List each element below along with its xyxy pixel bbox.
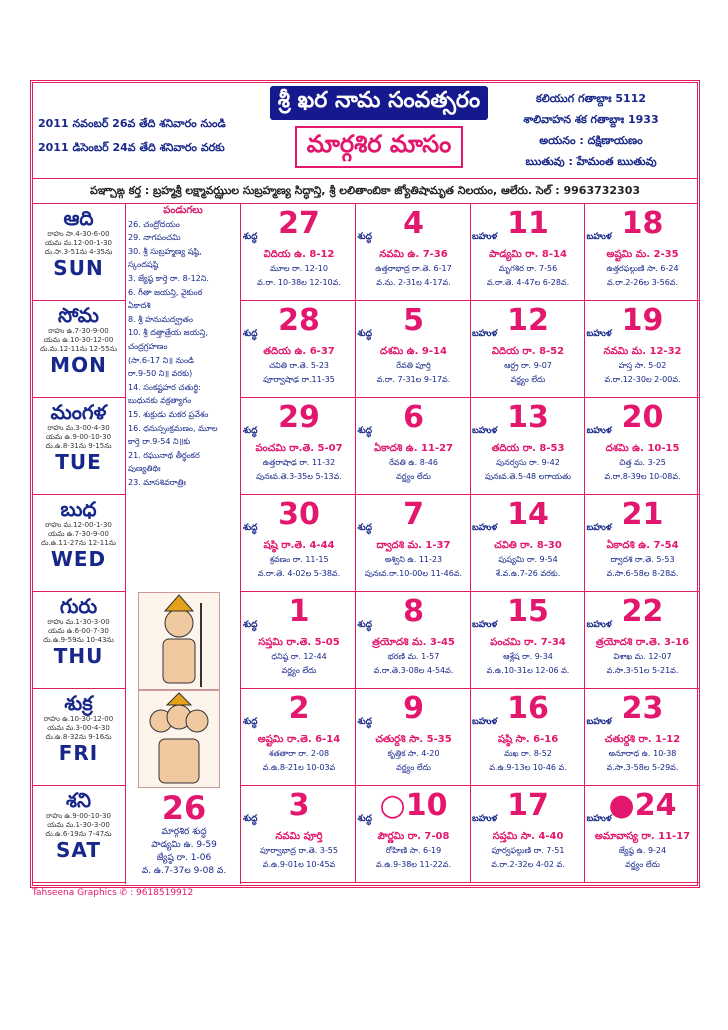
nakshatra: విశాఖ మ. 12-07	[613, 652, 672, 661]
rahu-kalam: రాహు మ.1-30-3-00	[47, 618, 110, 626]
date-number: 2	[288, 691, 310, 726]
varjyam: వర్జ్యం లేదు	[396, 472, 431, 481]
date-number: 18	[621, 206, 664, 241]
tithi: అష్టమి రా.తె. 6-14	[257, 734, 341, 745]
deity-icon	[139, 593, 219, 689]
durmuhurtham: దు.ఉ.8-31ను 9-15ను	[45, 442, 112, 450]
varjyam: పూర్వాషాఢ రా.11-35	[263, 375, 335, 384]
varjyam: వ.ఉ.9-38ల 11-22వ.	[375, 860, 451, 869]
varjyam: వ.రా.12-30ల 2-00వ.	[604, 375, 681, 384]
tithi: చతుర్దశి సా. 5-35	[375, 734, 452, 745]
date-number: 21	[621, 497, 664, 532]
yama-gandam: యమ మ.3-00-4-30	[47, 724, 110, 732]
month-phase: మార్గశిర శుద్ధ	[161, 827, 207, 837]
date-cell	[585, 592, 700, 689]
nakshatra: భరణి మ. 1-57	[387, 652, 440, 661]
date-number: 17	[507, 788, 549, 823]
date-cell	[585, 398, 700, 495]
date-number: 4	[403, 206, 424, 241]
paksha-tag: బహుళ	[586, 814, 612, 824]
tithi: ద్వాదశి మ. 1-37	[376, 540, 451, 551]
varjyam: వ.రా.2-32ల 4-02 వ.	[491, 860, 565, 869]
weekday-english: WED	[50, 547, 107, 571]
month-title: మార్గశిర మాసం	[295, 126, 463, 168]
paksha-tag: శుద్ధ	[243, 232, 258, 242]
paksha-tag: బహుళ	[472, 232, 498, 242]
date-cell	[470, 689, 585, 786]
festival-item: (సా.6-17 ని॥ నుండి	[128, 355, 194, 365]
nakshatra: ఉత్తరాషాఢ రా. 11-32	[262, 458, 336, 467]
date-cell	[470, 301, 585, 398]
tithi: దశమి ఉ. 10-15	[605, 443, 680, 454]
tithi: తదియ ఉ. 6-37	[263, 346, 335, 357]
festival-item: బుధునకు వక్రత్యాగం	[128, 396, 192, 406]
festival-item: చంద్రగ్రహణం	[128, 341, 168, 351]
paksha-tag: శుద్ధ	[243, 329, 258, 339]
nakshatra: ఆశ్లేష రా. 9-34	[503, 652, 553, 661]
yama-gandam: యమ ఉ.10-30-12-00	[43, 336, 114, 344]
date-number: 8	[403, 594, 424, 629]
tithi: చతుర్దశి రా. 1-12	[604, 734, 681, 745]
date-number: 5	[403, 303, 424, 338]
date-cell	[356, 398, 471, 495]
date-number: 19	[621, 303, 664, 338]
paksha-tag: శుద్ధ	[357, 717, 372, 727]
kali-yuga: కలియుగ గతాబ్దాః 5112	[535, 92, 647, 105]
date-number: ●24	[608, 788, 677, 823]
date-cell	[585, 204, 700, 301]
tithi: దశమి ఉ. 9-14	[380, 346, 447, 357]
nakshatra: మృగశిర రా. 7-56	[498, 264, 558, 273]
paksha-tag: బహుళ	[472, 717, 498, 727]
nakshatra: పూర్వాభాద్ర రా.తె. 3-55	[260, 846, 338, 855]
nakshatra: అనూరాధ ఉ. 10-38	[608, 749, 677, 758]
paksha-tag: బహుళ	[472, 426, 498, 436]
varjyam: వర్జ్యం లేదు	[281, 666, 317, 675]
nakshatra: ఆర్ద్ర రా. 9-07	[504, 361, 552, 370]
festival-item: 30. శ్రీ సుబ్రహ్మణ్య షష్ఠి,	[128, 246, 202, 256]
date-cell	[356, 495, 471, 592]
paksha-tag: శుద్ధ	[243, 814, 258, 824]
yama-gandam: యమ ఉ.9-00-10-30	[45, 433, 112, 441]
shalivahana: శాలివాహన శక గతాబ్దాః 1933	[523, 113, 659, 126]
tithi: పాడ్యమి ఉ. 9-59	[151, 840, 217, 850]
paksha-tag: శుద్ధ	[243, 523, 258, 533]
title-block	[256, 86, 502, 168]
weekday-english: FRI	[58, 741, 99, 765]
tithi: పంచమి రా.తె. 5-07	[255, 443, 343, 454]
durmuhurtham: దు.ఉ.8-32ను 9-16ను	[45, 733, 112, 741]
festival-item: 26. చంద్రోదయం	[128, 219, 180, 229]
weekday-telugu: మంగళ	[50, 400, 107, 424]
date-cell	[356, 786, 471, 883]
festival-item: 10. శ్రీ దత్తాత్రేయ జయన్తి,	[128, 328, 208, 338]
deity-image-1	[138, 592, 220, 690]
tithi: విదియ రా. 8-52	[491, 346, 565, 357]
weekday-telugu: సోమ	[58, 303, 99, 327]
nakshatra: జ్యేష్ఠ ఉ. 9-24	[618, 846, 667, 855]
varjyam: వ.సా.3-51ల 5-21వ.	[606, 666, 679, 675]
nakshatra: జ్యేష్ఠ రా. 1-06	[156, 853, 212, 863]
ayanam: అయనం : దక్షిణాయణం	[539, 134, 643, 147]
nakshatra: పూర్వఫల్గుణి రా. 7-51	[491, 846, 565, 855]
varjyam: వ.ఉ.10-31ల 12-06 వ.	[486, 666, 570, 675]
varjyam: పునఃవ.రా.10-00ల 11-46వ.	[364, 569, 463, 578]
nakshatra: మూల రా. 12-10	[270, 264, 328, 273]
varjyam: వ.ఉ.8-21ల 10-03వ	[262, 763, 336, 772]
festival-item: 6. గీతా జయన్తి, వైకుంఠ	[128, 287, 203, 297]
weekday-3	[32, 495, 125, 592]
date-cell	[356, 689, 471, 786]
date-number: 16	[507, 691, 549, 726]
date-cell	[356, 592, 471, 689]
yama-gandam: యమ మ.12-00-1-30	[44, 239, 113, 247]
festival-item: 14. సంకష్టహర చతుర్థి:	[128, 382, 201, 392]
range-end: 2011 డిసెంబర్ 24వ తేది శనివారం వరకు	[38, 141, 225, 154]
weekday-telugu: బుధ	[60, 497, 97, 521]
panchanga-author: పఞ్చాఙ్గ కర్త : బ్రహ్మశ్రీ లక్ష్మావఝ్ఝుల సుబ్రహ్మణ్య సిద్ధాన్తి, శ్రీ లలితాంబికా జ్యోతిషామృత నిలయం, ఆలేరు. సెల్ : 9963732303	[32, 178, 698, 204]
nakshatra: పుష్యమి రా. 9-54	[498, 555, 558, 564]
date-number: 27	[278, 206, 320, 241]
tithi: షష్ఠి రా.తె. 4-44	[263, 540, 335, 551]
weekday-english: SAT	[56, 838, 101, 862]
paksha-tag: శుద్ధ	[243, 717, 258, 727]
rahu-kalam: రాహు ఉ.7-30-9-00	[48, 327, 109, 335]
varjyam: వ.ఉ.9-01ల 10-45వ	[262, 860, 336, 869]
nakshatra: శ్రవణం రా. 11-15	[269, 555, 329, 564]
date-number: 29	[278, 400, 320, 435]
date-number: 22	[621, 594, 664, 629]
festival-heading: పండుగలు	[163, 205, 203, 216]
date-cell	[356, 204, 471, 301]
varjyam: పునఃవ.తె.5-48 లగాయతు	[485, 472, 571, 481]
date-cell	[241, 786, 356, 883]
festival-item: 16. ధనుస్సంక్రమణం, మూల	[128, 423, 218, 433]
paksha-tag: బహుళ	[586, 426, 612, 436]
weekday-telugu: శని	[65, 788, 92, 812]
date-cell	[241, 689, 356, 786]
nakshatra: కృత్తిక సా. 4-20	[387, 749, 440, 758]
varjyam: వ.సా.6-58ల 8-28వ.	[606, 569, 679, 578]
nakshatra: మఖ రా. 8-52	[504, 749, 552, 758]
date-cell	[241, 495, 356, 592]
paksha-tag: శుద్ధ	[243, 426, 258, 436]
date-number: 3	[288, 788, 310, 823]
rahu-kalam: రాహు ఉ.9-00-10-30	[46, 812, 111, 820]
paksha-tag: శుద్ధ	[357, 620, 372, 630]
date-number: 30	[278, 497, 320, 532]
nakshatra: శతతారా రా. 2-08	[268, 749, 330, 758]
nakshatra: ద్వాదశి రా.తె. 5-53	[610, 555, 675, 564]
date-cell	[585, 495, 700, 592]
range-start: 2011 నవంబర్ 26వ తేది శనివారం నుండి	[38, 117, 226, 130]
yama-gandam: యమ మ.1-30-3-00	[47, 821, 110, 829]
yama-gandam: యమ ఉ.6-00-7-30	[48, 627, 109, 635]
date-cell	[241, 398, 356, 495]
date-number: ○10	[379, 788, 448, 823]
date-number: 7	[403, 497, 424, 532]
date-number: 23	[621, 691, 664, 726]
varjyam: వ.రా. 7-31ల 9-17వ.	[376, 375, 451, 384]
nakshatra: హస్త సా. 5-02	[618, 361, 667, 370]
durmuhurtham: దు.మ.12-11ను 12-55ను	[40, 345, 117, 353]
nakshatra: అశ్విని ఉ. 11-23	[384, 555, 443, 564]
date-cell	[470, 204, 585, 301]
tithi: అమావాస్య రా. 11-17	[594, 831, 691, 842]
weekday-1	[32, 301, 125, 398]
durmuhurtham: దు.ఉ.6-19ను 7-47ను	[45, 830, 112, 838]
date-cell	[470, 786, 585, 883]
date-number: 12	[507, 303, 549, 338]
era-info	[484, 88, 698, 172]
tithi: నవమి ఉ. 7-36	[379, 249, 448, 260]
rahu-kalam: రాహు ఉ.10-30-12-00	[43, 715, 114, 723]
festival-item: రా.9-50 ని॥ వరకు)	[128, 369, 193, 379]
nakshatra: రేవతి పూర్తి	[396, 361, 431, 370]
nakshatra: ఉత్తరాభాద్ర రా.తె. 6-17	[375, 264, 452, 273]
weekday-column	[32, 204, 126, 884]
paksha-tag: శుద్ధ	[357, 329, 372, 339]
weekday-english: MON	[50, 353, 107, 377]
paksha-tag: బహుళ	[472, 620, 498, 630]
tithi: పౌర్ణమి రా. 7-08	[377, 831, 450, 842]
nakshatra: ధనిష్ఠ రా. 12-44	[271, 652, 327, 661]
date-cell	[585, 301, 700, 398]
varjyam: శే.వ.ఉ.7-26 వరకు.	[495, 569, 561, 578]
weekday-telugu: గురు	[59, 594, 98, 618]
weekday-english: TUE	[55, 450, 102, 474]
date-number: 20	[621, 400, 664, 435]
date-cell	[241, 301, 356, 398]
varjyam: వ.రా.2-26ల 3-56వ.	[606, 278, 679, 287]
varjyam: వ.రా.తె.3-08ల 4-54వ.	[373, 666, 454, 675]
date-cell	[470, 495, 585, 592]
paksha-tag: బహుళ	[472, 329, 498, 339]
paksha-tag: శుద్ధ	[243, 620, 258, 630]
varjyam: వ. ఉ.7-37ల 9-08 వ.	[141, 866, 227, 876]
date-range	[38, 112, 268, 160]
paksha-tag: శుద్ధ	[357, 523, 372, 533]
weekday-0	[32, 204, 125, 301]
nakshatra: రేవతి ఉ. 8-46	[389, 458, 438, 467]
date-cell	[585, 689, 700, 786]
date-cell	[356, 301, 471, 398]
varjyam: వ.రా.తె. 4-02ల 5-38వ.	[257, 569, 341, 578]
paksha-tag: శుద్ధ	[357, 814, 372, 824]
durmuhurtham: దు.సా.3-51ను 4-35ను	[44, 248, 113, 256]
festival-item: కార్తె రా.9-54 ని॥కు	[128, 437, 191, 447]
tithi: త్రయోదశి రా.తె. 3-16	[595, 637, 690, 648]
nakshatra: చిత్త మ. 3-25	[619, 458, 666, 467]
deity-image-2	[138, 690, 220, 788]
weekday-2	[32, 398, 125, 495]
tithi: ఏకాదశి ఉ. 11-27	[373, 443, 454, 454]
weekday-english: SUN	[53, 256, 104, 280]
date-cell	[241, 204, 356, 301]
tithi: సప్తమి సా. 4-40	[492, 831, 564, 842]
date-cell	[241, 592, 356, 689]
durmuhurtham: దు.ఉ.11-27ను 12-11ను	[41, 539, 116, 547]
festival-item: 8. శ్రీ హనుమద్వ్రతం	[128, 314, 193, 324]
date-cell	[585, 786, 700, 883]
varjyam: వర్జ్యం లేదు	[510, 375, 546, 384]
rahu-kalam: రాహు సా.4-30-6-00	[47, 230, 110, 238]
festival-item: 15. శుక్రుడు మకర ప్రవేశం	[128, 409, 209, 419]
varjyam: వర్జ్యం లేదు	[396, 763, 431, 772]
paksha-tag: బహుళ	[586, 717, 612, 727]
weekday-telugu: ఆది	[63, 206, 94, 230]
rahu-kalam: రాహు మ.12-00-1-30	[45, 521, 112, 529]
varjyam: వ.రా.8-39ల 10-08వ.	[604, 472, 681, 481]
festival-item: స్కందషష్ఠి	[128, 260, 159, 270]
weekday-6	[32, 786, 125, 883]
paksha-tag: శుద్ధ	[357, 232, 372, 242]
tithi: అష్టమి మ. 2-35	[606, 249, 679, 260]
tithi: చవితి రా. 8-30	[494, 540, 562, 551]
paksha-tag: బహుళ	[586, 329, 612, 339]
date-cell	[470, 592, 585, 689]
tithi: పాడ్యమి రా. 8-14	[489, 249, 567, 260]
day-26-cell	[128, 790, 240, 884]
date-number: 1	[288, 594, 310, 629]
varjyam: వ.సా.3-58ల 5-29వ.	[606, 763, 679, 772]
day-number: 26	[161, 789, 207, 827]
rutuvu: ఋతువు : హేమంత ఋతువు	[525, 155, 657, 168]
durmuhurtham: దు.ఉ.9-59ను 10-43ను	[43, 636, 114, 644]
paksha-tag: శుద్ధ	[357, 426, 372, 436]
nakshatra: ఉత్తరఫల్గుణి సా. 6-24	[606, 264, 679, 273]
paksha-tag: బహుళ	[586, 620, 612, 630]
yama-gandam: యమ ఉ.7-30-9-00	[48, 530, 109, 538]
tithi: షష్ఠి సా. 6-16	[497, 734, 559, 745]
tithi: సప్తమి రా.తె. 5-05	[258, 637, 340, 648]
varjyam: వ.రా. 10-38ల 12-10వ.	[257, 278, 341, 287]
varjyam: వ.ఉ.9-13ల 10-46 వ.	[489, 763, 567, 772]
weekday-telugu: శుక్ర	[64, 691, 93, 715]
weekday-4	[32, 592, 125, 689]
paksha-tag: బహుళ	[586, 232, 612, 242]
varjyam: వ.ను. 2-31ల 4-17వ.	[376, 278, 451, 287]
year-title: శ్రీ ఖర నామ సంవత్సరం	[270, 86, 488, 120]
nakshatra: రోహిణి సా. 6-19	[385, 846, 442, 855]
festival-item: 29. నాగపంచమి	[128, 233, 181, 243]
tithi: తదియ రా. 8-53	[491, 443, 565, 454]
paksha-tag: బహుళ	[586, 523, 612, 533]
nakshatra: చవితి రా.తె. 5-23	[268, 361, 330, 370]
tithi: విదియ ఉ. 8-12	[263, 249, 335, 260]
varjyam: పునఃవ.తె.3-35ల 5-13వ.	[256, 472, 342, 481]
festival-item: ఏకాదశి	[128, 301, 151, 311]
trimurti-icon	[139, 691, 219, 787]
nakshatra: పునర్వసు రా. 9-42	[496, 458, 560, 467]
festival-item: 3. జ్యేష్ఠ కార్తె రా. 8-12ని.	[128, 273, 209, 283]
date-number: 14	[507, 497, 549, 532]
varjyam: వర్జ్యం లేదు	[625, 860, 660, 869]
date-number: 13	[507, 400, 549, 435]
paksha-tag: బహుళ	[472, 523, 498, 533]
festival-item: 21. రఘునాథ తీర్థంకర	[128, 450, 200, 460]
date-number: 9	[403, 691, 424, 726]
tithi: పంచమి రా. 7-34	[490, 637, 566, 648]
rahu-kalam: రాహు మ.3-00-4-30	[47, 424, 110, 432]
date-number: 11	[507, 206, 549, 241]
paksha-tag: బహుళ	[472, 814, 498, 824]
weekday-english: THU	[53, 644, 104, 668]
tithi: నవమి మ. 12-32	[603, 346, 682, 357]
festival-item: పుణ్యతిథిః	[128, 464, 161, 474]
tithi: నవమి పూర్తి	[275, 831, 323, 842]
date-number: 6	[403, 400, 424, 435]
calendar-header	[32, 82, 698, 176]
tithi: ఏకాదశి ఉ. 7-54	[606, 540, 679, 551]
varjyam: వ.రా.తె. 4-47ల 6-28వ.	[486, 278, 570, 287]
date-number: 28	[278, 303, 320, 338]
weekday-5	[32, 689, 125, 786]
date-cell	[470, 398, 585, 495]
date-number: 15	[507, 594, 549, 629]
footer-credit: Tahseena Graphics ✆ : 9618519912	[32, 888, 194, 898]
festival-item: 23. మాసశివరాత్రిః	[128, 477, 186, 487]
tithi: త్రయోదశి మ. 3-45	[372, 637, 455, 648]
